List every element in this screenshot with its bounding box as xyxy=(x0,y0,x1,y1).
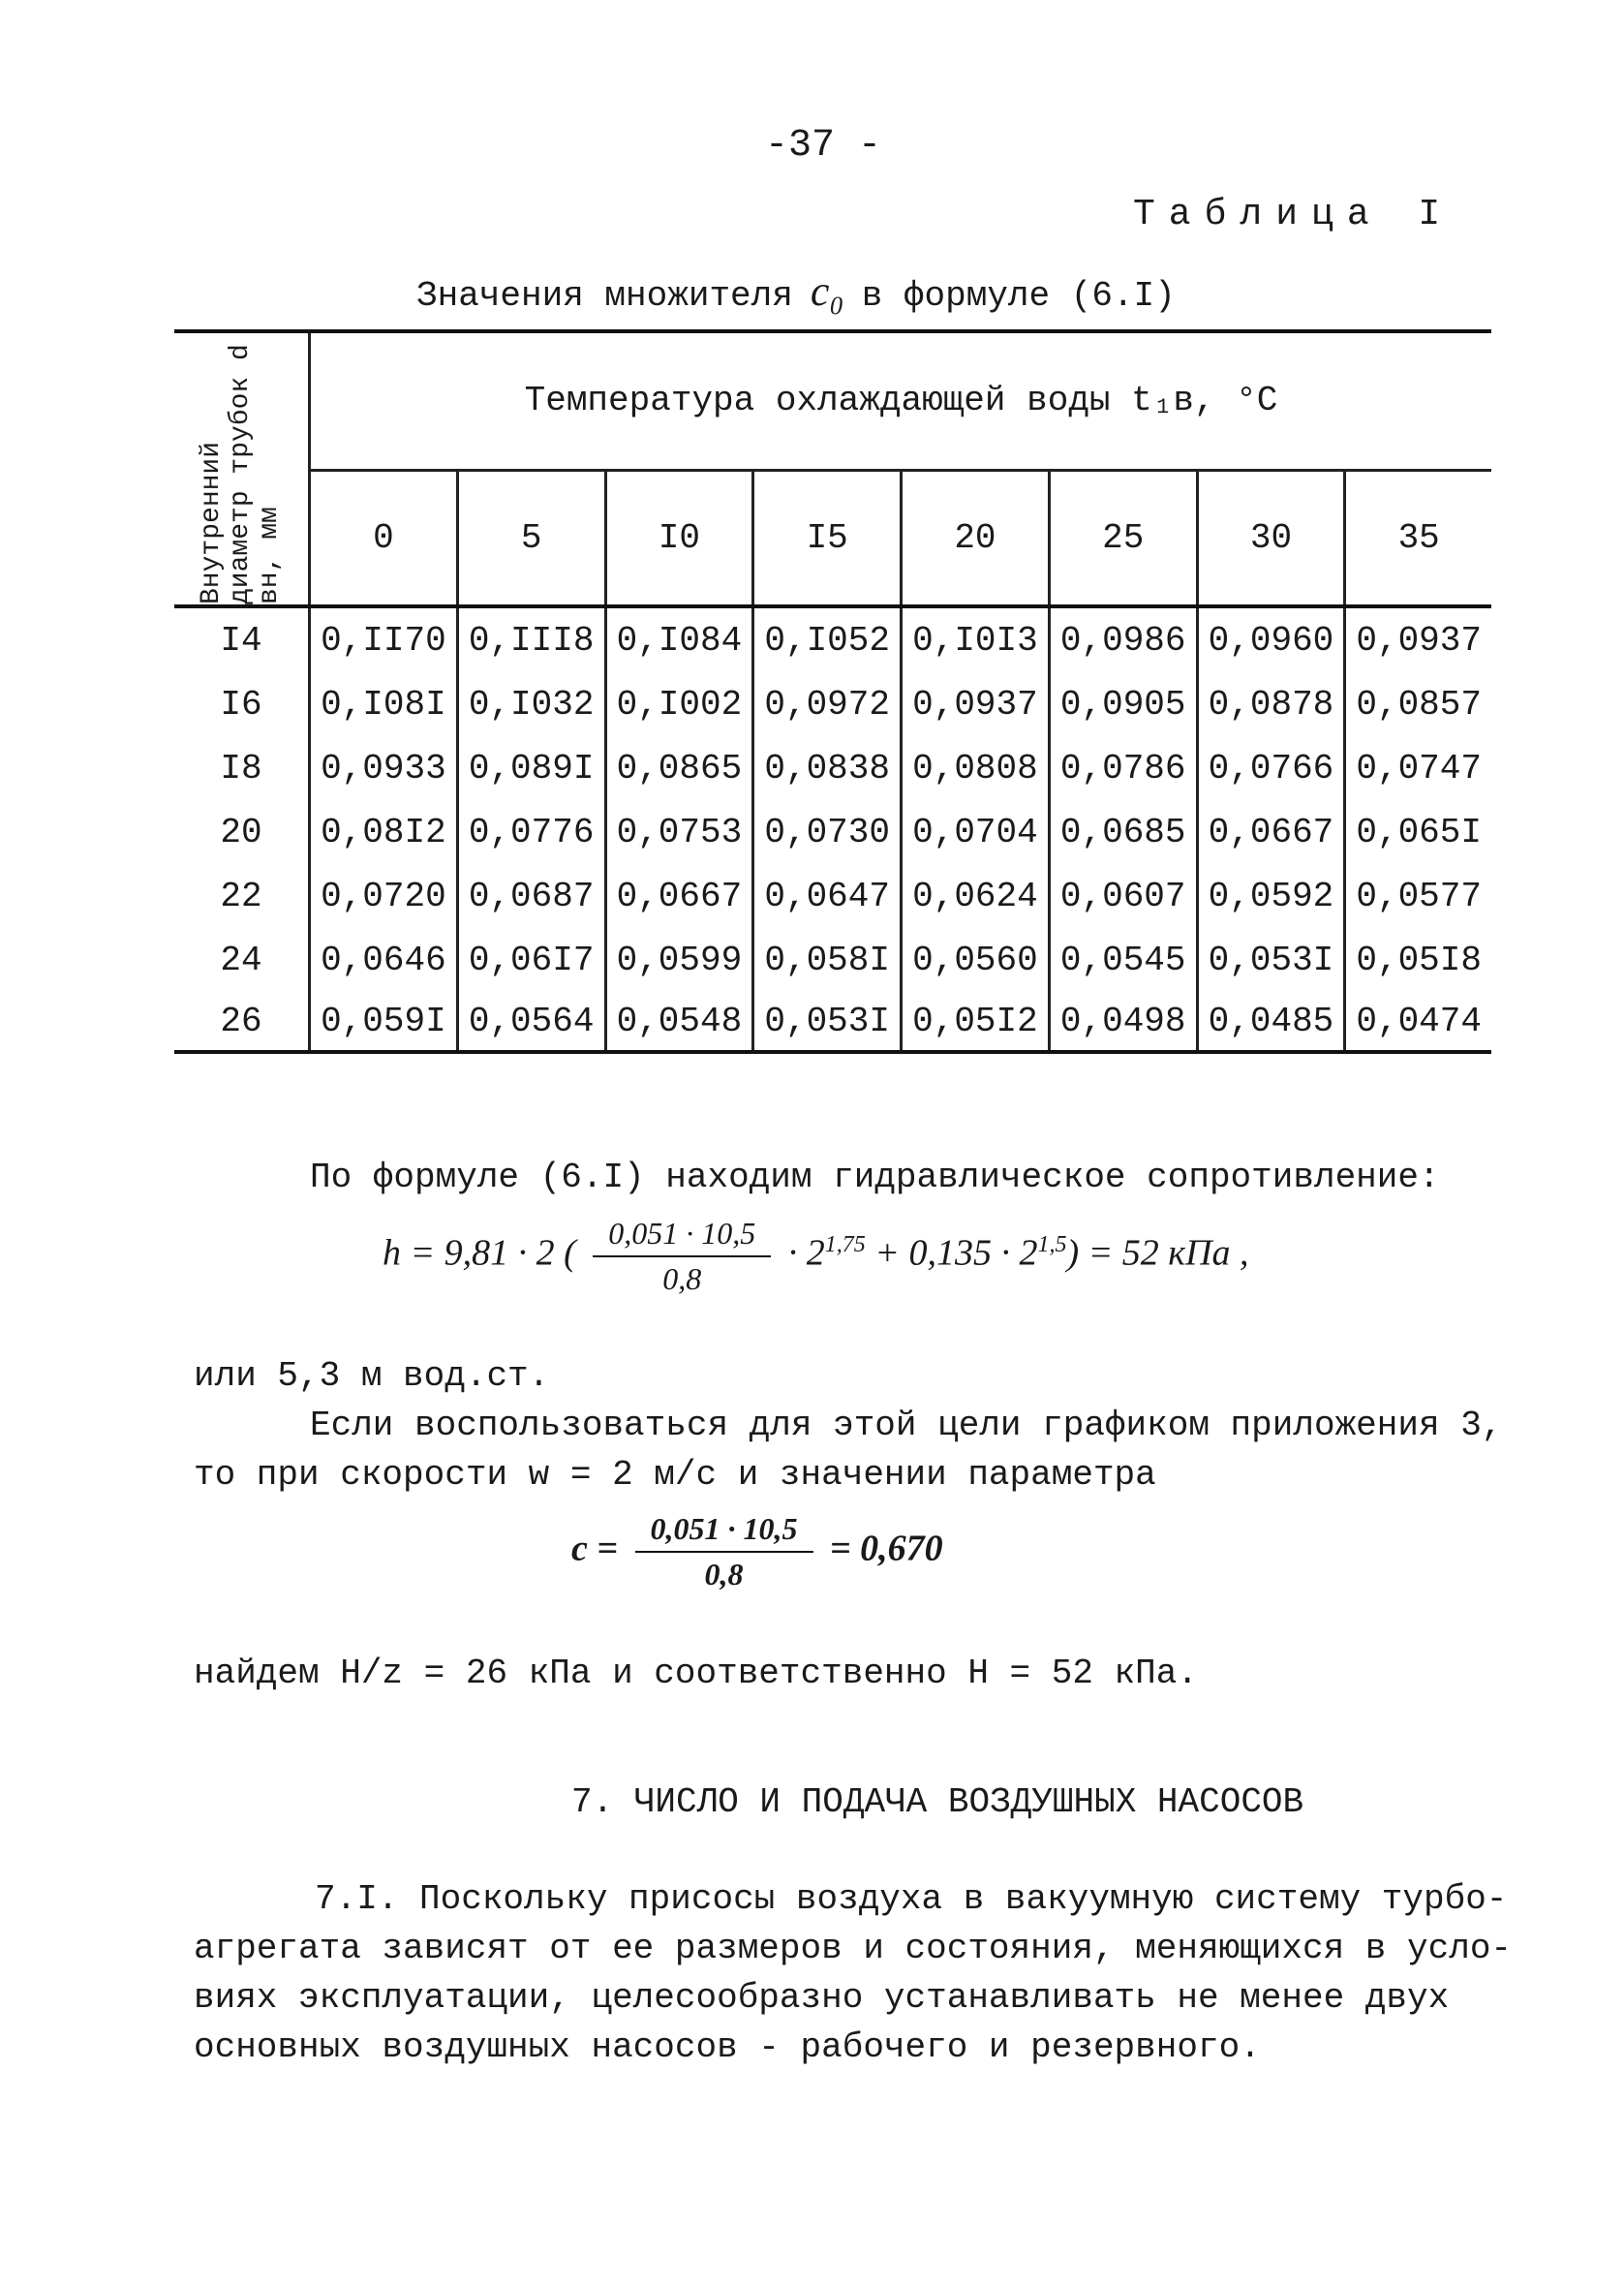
diameter-cell: I4 xyxy=(220,620,262,661)
column-header: 5 xyxy=(457,470,605,606)
value-cell: 0,0548 xyxy=(605,992,753,1052)
diameter-cell: 26 xyxy=(174,992,310,1052)
diameter-cell: 20 xyxy=(220,812,262,852)
paragraph: агрегата зависят от ее размеров и состояния, меняющихся в усло- xyxy=(194,1929,1513,1968)
value-cell: 0,06I7 xyxy=(457,928,605,992)
exponent: 1,75 xyxy=(824,1232,866,1258)
column-header-row xyxy=(174,470,1491,606)
diameter-cell: 22 xyxy=(220,876,262,916)
exponent: 1,5 xyxy=(1037,1232,1067,1258)
value-cell: 0,0986 xyxy=(1049,606,1197,672)
fraction-numerator: 0,051 · 10,5 xyxy=(593,1216,771,1257)
value-cell: 0,0685 xyxy=(1049,800,1197,864)
table-title-before: Значения множителя xyxy=(416,276,793,316)
value-cell: 0,059I xyxy=(310,992,458,1052)
table-title-symbol: c₀ xyxy=(810,267,844,315)
formula-h-fraction xyxy=(593,1216,771,1297)
value-cell: 0,0498 xyxy=(1049,992,1197,1052)
table-row xyxy=(174,800,1491,864)
column-header: 30 xyxy=(1197,470,1345,606)
paragraph: Если воспользоваться для этой цели графиком приложения 3, xyxy=(310,1406,1503,1445)
value-cell: 0,089I xyxy=(457,736,605,800)
value-cell: 0,0485 xyxy=(1197,992,1345,1052)
table-title-after: в формуле (6.I) xyxy=(861,276,1176,316)
value-cell: 0,058I xyxy=(753,928,902,992)
column-header: 25 xyxy=(1049,470,1197,606)
table-row xyxy=(174,928,1491,992)
value-cell: 0,III8 xyxy=(457,606,605,672)
formula-h xyxy=(383,1216,1248,1297)
value-cell: 0,I052 xyxy=(753,606,902,672)
value-cell: 0,0577 xyxy=(1345,864,1491,928)
table-row xyxy=(174,606,1491,672)
formula-c-right: = 0,670 xyxy=(830,1528,943,1569)
value-cell: 0,053I xyxy=(753,992,902,1052)
value-cell: 0,I084 xyxy=(605,606,753,672)
value-cell: 0,0667 xyxy=(1197,800,1345,864)
value-cell: 0,0599 xyxy=(605,928,753,992)
diameter-cell: I6 xyxy=(220,684,262,725)
fraction-denominator: 0,8 xyxy=(704,1557,744,1592)
value-cell: 0,II70 xyxy=(310,606,458,672)
formula-h-mid: · 2 xyxy=(787,1232,825,1274)
row-header-cell xyxy=(174,331,310,606)
value-cell: 0,0730 xyxy=(753,800,902,864)
table-row xyxy=(174,864,1491,928)
value-cell: 0,0786 xyxy=(1049,736,1197,800)
value-cell: 0,0560 xyxy=(902,928,1050,992)
value-cell: 0,0972 xyxy=(753,672,902,736)
formula-h-plus: + 0,135 · 2 xyxy=(874,1232,1038,1274)
formula-c-fraction xyxy=(635,1511,813,1592)
value-cell: 0,0747 xyxy=(1345,736,1491,800)
diameter-cell: I8 xyxy=(220,748,262,788)
value-cell: 0,05I8 xyxy=(1345,928,1491,992)
diameter-cell: 24 xyxy=(220,940,262,980)
value-cell: 0,0865 xyxy=(605,736,753,800)
formula-h-right: ) = 52 кПа , xyxy=(1066,1232,1249,1274)
paragraph: виях эксплуатации, целесообразно устанавливать не менее двух xyxy=(194,1978,1450,2018)
fraction-numerator: 0,051 · 10,5 xyxy=(635,1511,813,1553)
value-cell: 0,0474 xyxy=(1345,992,1491,1052)
value-cell: 0,05I2 xyxy=(902,992,1050,1052)
paragraph: то при скорости w = 2 м/с и значении параметра xyxy=(194,1455,1156,1495)
value-cell: 0,0592 xyxy=(1197,864,1345,928)
value-cell: 0,I032 xyxy=(457,672,605,736)
temperature-header: Температура охлаждающей воды t₁в, °C xyxy=(310,331,1492,470)
value-cell: 0,0687 xyxy=(457,864,605,928)
column-header: 20 xyxy=(902,470,1050,606)
value-cell: 0,0607 xyxy=(1049,864,1197,928)
value-cell: 0,0937 xyxy=(1345,606,1491,672)
row-header: Внутренний диаметр трубок d вн, мм xyxy=(197,344,285,604)
paragraph: найдем H/z = 26 кПа и соответственно H = 52 кПа. xyxy=(194,1654,1198,1693)
value-cell: 0,0646 xyxy=(310,928,458,992)
value-cell: 0,0545 xyxy=(1049,928,1197,992)
value-cell: 0,0753 xyxy=(605,800,753,864)
value-cell: 0,0667 xyxy=(605,864,753,928)
table-label: Таблица I xyxy=(1133,194,1455,235)
value-cell: 0,0960 xyxy=(1197,606,1345,672)
paragraph: 7.I. Поскольку присосы воздуха в вакуумную систему турбо- xyxy=(315,1879,1508,1919)
value-cell: 0,065I xyxy=(1345,800,1491,864)
table-row xyxy=(174,992,1491,1052)
table-row xyxy=(174,672,1491,736)
formula-c xyxy=(571,1511,943,1592)
column-header: I5 xyxy=(753,470,902,606)
value-cell: 0,0857 xyxy=(1345,672,1491,736)
page-number: -37 - xyxy=(765,124,882,168)
value-cell: 0,08I2 xyxy=(310,800,458,864)
column-header: 0 xyxy=(310,470,458,606)
paragraph: По формуле (6.I) находим гидравлическое сопротивление: xyxy=(310,1158,1440,1197)
value-cell: 0,I0I3 xyxy=(902,606,1050,672)
value-cell: 0,0878 xyxy=(1197,672,1345,736)
value-cell: 0,053I xyxy=(1197,928,1345,992)
value-cell: 0,I002 xyxy=(605,672,753,736)
value-cell: 0,0937 xyxy=(902,672,1050,736)
formula-h-left: h = 9,81 · 2 ( xyxy=(383,1232,576,1274)
table-row xyxy=(174,736,1491,800)
value-cell: 0,0905 xyxy=(1049,672,1197,736)
column-header: I0 xyxy=(605,470,753,606)
formula-c-left: c = xyxy=(571,1528,619,1569)
value-cell: 0,0838 xyxy=(753,736,902,800)
fraction-denominator: 0,8 xyxy=(662,1261,702,1296)
value-cell: 0,0720 xyxy=(310,864,458,928)
coefficient-table xyxy=(174,329,1491,1054)
value-cell: 0,0704 xyxy=(902,800,1050,864)
paragraph: или 5,3 м вод.ст. xyxy=(194,1356,550,1396)
value-cell: 0,I08I xyxy=(310,672,458,736)
value-cell: 0,0624 xyxy=(902,864,1050,928)
value-cell: 0,0776 xyxy=(457,800,605,864)
table-body xyxy=(174,606,1491,1052)
value-cell: 0,0564 xyxy=(457,992,605,1052)
table-title xyxy=(416,266,1176,316)
value-cell: 0,0766 xyxy=(1197,736,1345,800)
paragraph: основных воздушных насосов - рабочего и резервного. xyxy=(194,2027,1261,2067)
value-cell: 0,0933 xyxy=(310,736,458,800)
value-cell: 0,0808 xyxy=(902,736,1050,800)
value-cell: 0,0647 xyxy=(753,864,902,928)
column-header: 35 xyxy=(1345,470,1491,606)
section-heading: 7. ЧИСЛО И ПОДАЧА ВОЗДУШНЫХ НАСОСОВ xyxy=(571,1782,1304,1822)
